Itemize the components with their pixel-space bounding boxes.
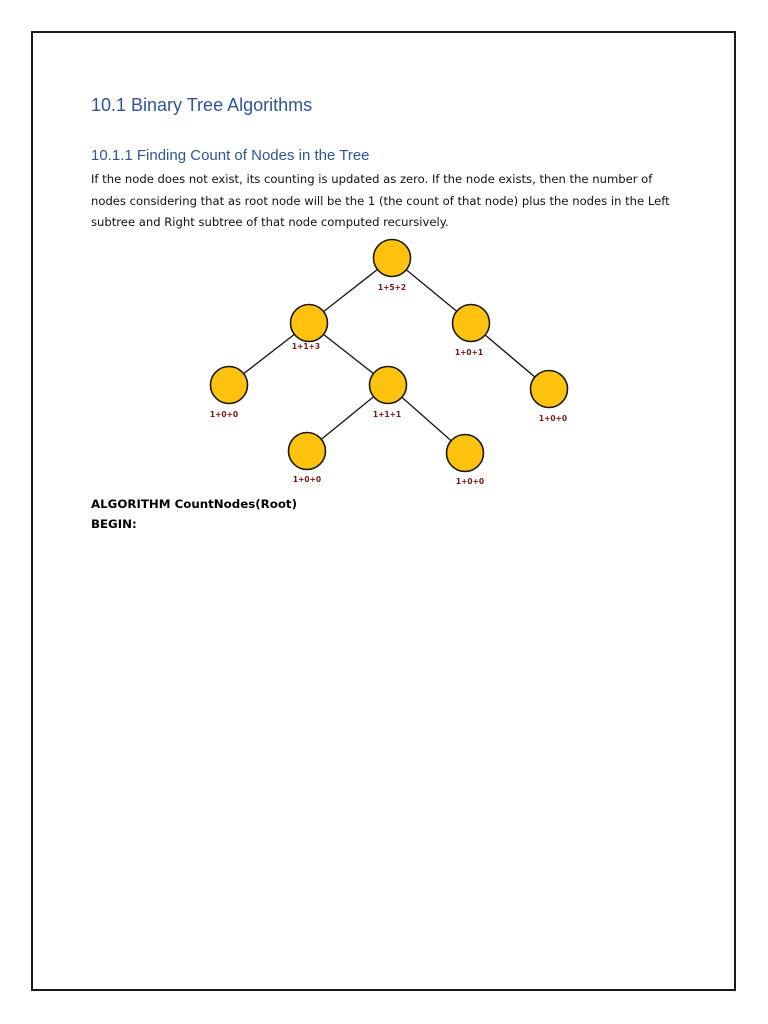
tree-node-right-right [531, 371, 568, 408]
tree-node-left-right-right [447, 435, 484, 472]
node-label-left-right: 1+1+1 [372, 410, 402, 419]
tree-node-left-right-left [289, 433, 326, 470]
node-label-root: 1+5+2 [377, 283, 407, 292]
description-paragraph: If the node does not exist, its counting is updated as zero. If the node exists, then the number of nodes considering that as root node will be the 1 (the count of that node) plus the nodes in the Left subtree and Right subtree of that node computed recursively. [91, 172, 670, 229]
tree-node-right [453, 305, 490, 342]
document-page [31, 31, 736, 991]
subsection-heading: 10.1.1 Finding Count of Nodes in the Tree [91, 147, 370, 164]
node-label-right: 1+0+1 [454, 348, 484, 357]
algorithm-title: ALGORITHM CountNodes(Root) [91, 497, 297, 511]
node-label-left: 1+1+3 [291, 342, 321, 351]
section-heading: 10.1 Binary Tree Algorithms [91, 95, 313, 115]
node-label-left-right-right: 1+0+0 [455, 477, 485, 486]
node-label-left-left: 1+0+0 [209, 410, 239, 419]
tree-node-root [374, 240, 411, 277]
tree-node-left-left [211, 367, 248, 404]
tree-nodes [211, 240, 568, 472]
tree-node-left [291, 305, 328, 342]
algorithm-begin: BEGIN: [91, 517, 137, 531]
tree-node-left-right [370, 367, 407, 404]
node-label-left-right-left: 1+0+0 [292, 475, 322, 484]
algorithm-block [91, 494, 297, 534]
node-label-right-right: 1+0+0 [538, 414, 568, 423]
